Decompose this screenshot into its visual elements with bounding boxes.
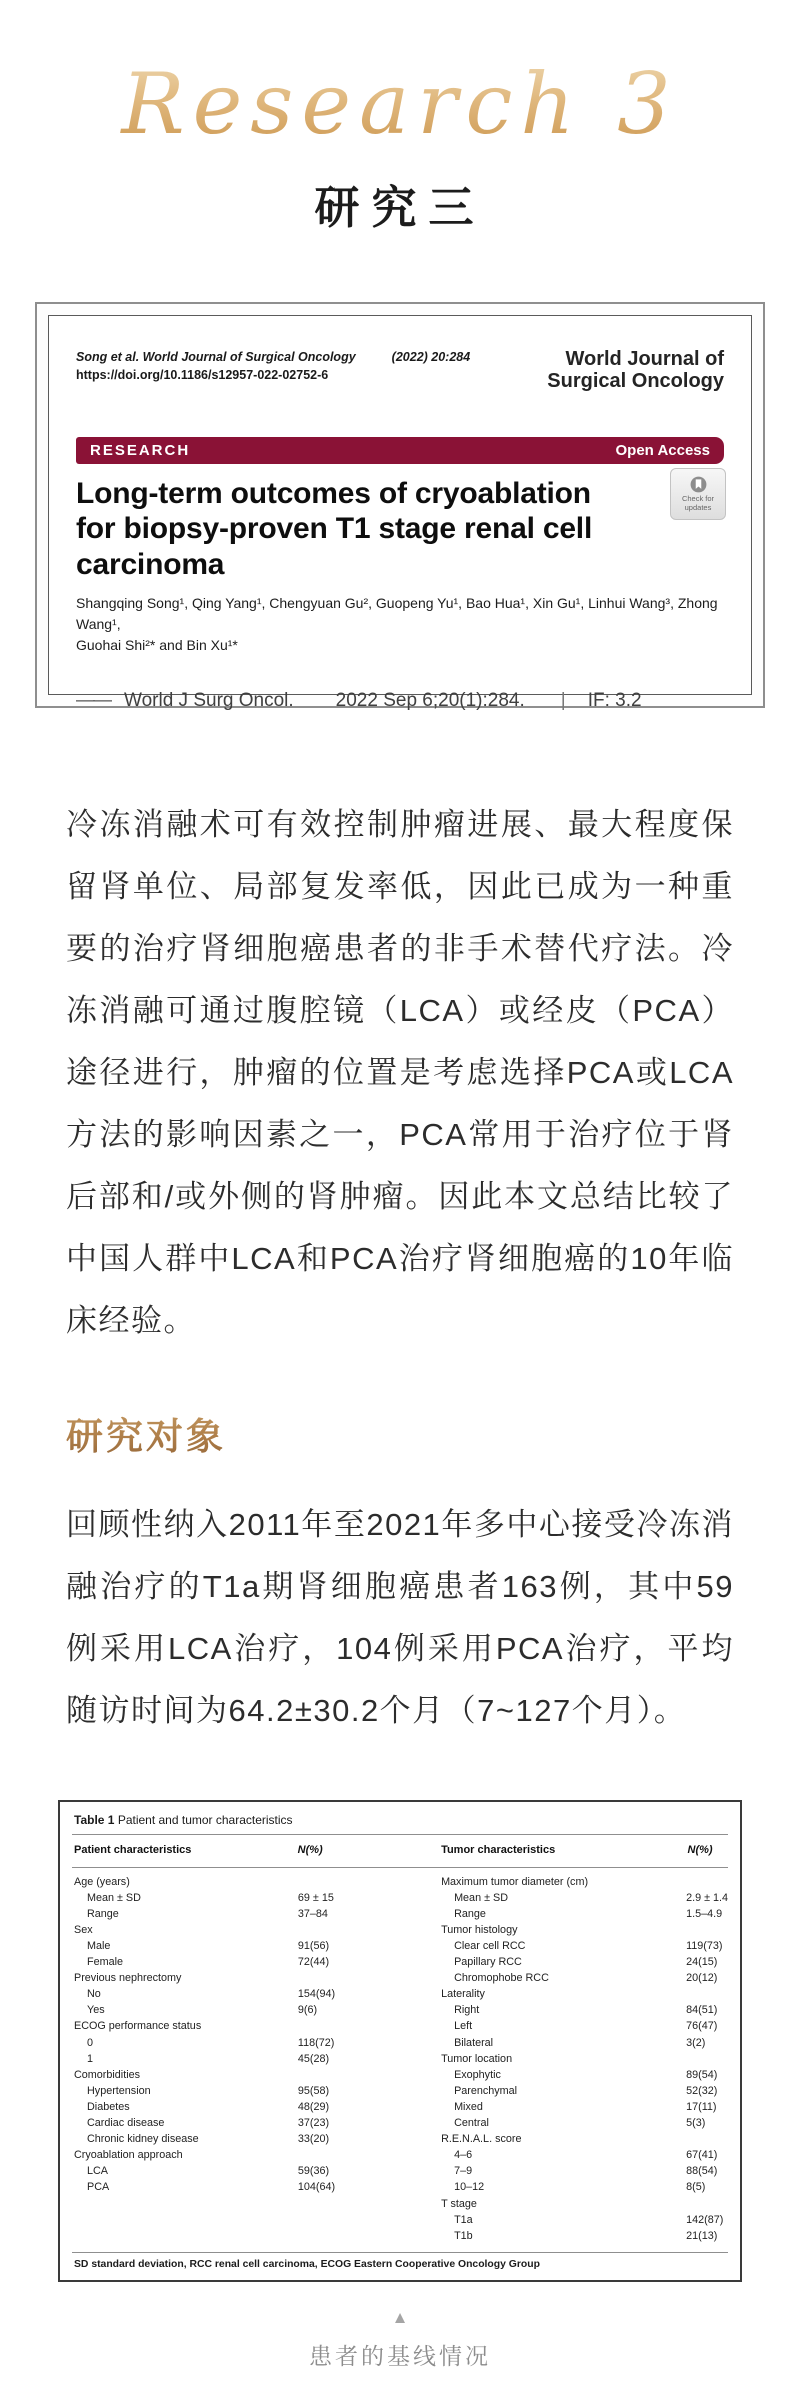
table-row-value: 84(51)	[686, 2004, 718, 2017]
table-row-label: Cryoablation approach	[74, 2149, 183, 2162]
table-footnote: SD standard deviation, RCC renal cell carcinoma, ECOG Eastern Cooperative Oncology Group	[72, 2252, 728, 2272]
table-row-label: Papillary RCC	[454, 1956, 522, 1969]
citation-dash: ——	[76, 689, 110, 711]
table-row	[74, 1970, 441, 1986]
study-paragraph: 回顾性纳入2011年至2021年多中心接受冷冻消融治疗的T1a期肾细胞癌患者163例，其中59例采用LCA治疗，104例采用PCA治疗，平均随访时间为64.2±30.2个月（7~127个月）。	[66, 1506, 734, 1728]
table-row-label: Chromophobe RCC	[454, 1972, 549, 1985]
paper-title-line2: for biopsy-proven T1 stage renal cell carcinoma	[76, 512, 593, 581]
table-row	[74, 1874, 441, 1890]
table-row-value: 52(32)	[686, 2084, 718, 2097]
paper-title	[76, 476, 724, 582]
table-row	[74, 2099, 441, 2115]
table-title-label: Table 1	[74, 1812, 115, 1827]
table-row-label: Left	[454, 2020, 473, 2033]
citation-line	[76, 690, 724, 712]
table-row-value: 104(64)	[297, 2181, 336, 2194]
table-row	[441, 1890, 729, 1906]
research-label: RESEARCH	[90, 441, 191, 459]
table-row	[74, 2131, 441, 2147]
table-row	[441, 2228, 726, 2244]
table-row-value: 67(41)	[686, 2149, 718, 2162]
citation-separator: |	[560, 689, 566, 711]
table-row-value: 5(3)	[686, 2117, 706, 2130]
table-row-label: Clear cell RCC	[454, 1940, 526, 1953]
table-row	[441, 1970, 726, 1986]
table-row	[74, 2067, 441, 2083]
table-title	[72, 1811, 728, 1835]
table-row	[441, 2179, 726, 2195]
table-row	[441, 1986, 726, 2002]
table-row	[441, 1874, 726, 1890]
table-row-label: Yes	[87, 2004, 105, 2017]
table-row	[441, 2083, 726, 2099]
table-column-header: Patient characteristics	[74, 1843, 192, 1856]
table-row-label: Bilateral	[454, 2036, 494, 2049]
check-for-updates-badge	[670, 468, 726, 520]
table-row-label: Diabetes	[87, 2100, 130, 2113]
table-row-label: Comorbidities	[74, 2068, 141, 2081]
intro-paragraph: 冷冻消融术可有效控制肿瘤进展、最大程度保留肾单位、局部复发率低，因此已成为一种重要的治疗肾细胞癌患者的非手术替代疗法。冷冻消融可通过腹腔镜（LCA）或经皮（PCA）途径进行，肿瘤的位置是考虑选择PCA或LCA方法的影响因素之一，PCA常用于治疗位于肾后部和/或外侧的肾肿瘤。因此本文总结比较了中国人群中LCA和PCA治疗肾细胞癌的10年临床经验。	[66, 806, 734, 1338]
running-head	[76, 348, 470, 367]
table-row-label: LCA	[87, 2165, 109, 2178]
paper-title-line1: Long-term outcomes of cryoablation	[76, 476, 591, 510]
table-row	[74, 1890, 441, 1906]
caption-arrow-icon: ▲	[391, 2307, 409, 2327]
table-row-label: Cardiac disease	[87, 2117, 165, 2130]
table-title-text: Patient and tumor characteristics	[117, 1812, 293, 1827]
table-row	[74, 1906, 441, 1922]
table-column-header: N(%)	[297, 1843, 323, 1856]
table-row	[74, 1986, 441, 2002]
table-row-value: 45(28)	[297, 2052, 330, 2065]
table-row-label: Maximum tumor diameter (cm)	[441, 1875, 589, 1888]
table-row-label: Right	[454, 2004, 480, 2017]
table-row-label: T1b	[454, 2229, 473, 2242]
table-row	[74, 1938, 441, 1954]
table-row-value: 8(5)	[686, 2181, 706, 2194]
table-row-value: 17(11)	[686, 2100, 717, 2113]
table-row-label: 10–12	[454, 2181, 485, 2194]
table-row-value: 24(15)	[686, 1956, 718, 1969]
research-open-access-banner	[76, 437, 724, 464]
table-row-value: 20(12)	[686, 1972, 718, 1985]
table-row-label: Parenchymal	[454, 2084, 518, 2097]
table-row-value: 2.9 ± 1.4	[686, 1891, 729, 1904]
paper-meta-row	[76, 348, 724, 393]
authors-line1: Shangqing Song¹, Qing Yang¹, Chengyuan Gu², Guopeng Yu¹, Bao Hua¹, Xin Gu¹, Linhui Wang³, Zhong Wang¹,	[76, 594, 718, 632]
table-row-value: 9(6)	[297, 2004, 318, 2017]
table-row-label: Mean ± SD	[87, 1891, 141, 1904]
table-row-label: No	[87, 1988, 101, 2001]
table-row-value: 119(73)	[686, 1940, 723, 1953]
table-header-row	[72, 1835, 728, 1868]
paper-title-area	[76, 476, 724, 582]
table-row-value: 88(54)	[686, 2165, 718, 2178]
table-left-column	[74, 1874, 441, 2196]
table-row-value: 76(47)	[686, 2020, 718, 2033]
table-row-value: 37–84	[297, 1907, 328, 1920]
citation-journal: World J Surg Oncol.	[124, 689, 294, 711]
table-row	[441, 2018, 726, 2034]
table-row-label: T stage	[441, 2197, 477, 2210]
table-row-label: Central	[454, 2117, 489, 2130]
bookmark-circle-icon	[689, 475, 708, 494]
table-row-value: 142(87)	[686, 2213, 724, 2226]
table-row-label: Mean ± SD	[454, 1891, 508, 1904]
table-row-label: PCA	[87, 2181, 110, 2194]
table-row	[74, 1922, 441, 1938]
patient-tumor-table	[58, 1800, 742, 2282]
table-row	[74, 2179, 441, 2195]
table-row	[441, 2147, 726, 2163]
table-row-value: 72(44)	[297, 1956, 330, 1969]
table-row-value: 89(54)	[686, 2068, 718, 2081]
table-row-value: 48(29)	[297, 2100, 330, 2113]
table-row-value: 59(36)	[297, 2165, 330, 2178]
table-row-value: 154(94)	[297, 1988, 336, 2001]
research-script-title: Research 3	[0, 56, 800, 153]
table-caption-cn: 患者的基线情况	[309, 2342, 491, 2369]
table-row-label: Female	[87, 1956, 124, 1969]
table-row-value: 95(58)	[297, 2084, 330, 2097]
doi-text: https://doi.org/10.1186/s12957-022-02752-6	[76, 368, 329, 383]
table-row	[441, 2067, 726, 2083]
table-row	[74, 1954, 441, 1970]
table-body	[72, 1868, 728, 2248]
table-row	[441, 2163, 726, 2179]
table-row-label: 7–9	[454, 2165, 473, 2178]
table-row-label: T1a	[454, 2213, 473, 2226]
table-row	[74, 2035, 441, 2051]
table-row	[441, 2195, 726, 2211]
section-heading-study-subjects: 研究对象	[66, 1406, 734, 1460]
table-row-value: 37(23)	[297, 2117, 330, 2130]
table-row-label: ECOG performance status	[74, 2020, 202, 2033]
running-head-issue: (2022) 20:284	[391, 349, 471, 364]
journal-name-line1: World Journal of	[565, 347, 724, 370]
table-row-label: R.E.N.A.L. score	[441, 2133, 522, 2146]
table-row	[441, 2099, 726, 2115]
table-column-header: N(%)	[687, 1843, 713, 1856]
table-row	[441, 1954, 726, 1970]
table-right-column	[441, 1874, 729, 2244]
running-head-journal: Song et al. World Journal of Surgical Oncology	[76, 349, 356, 364]
table-row	[441, 2051, 726, 2067]
table-row-label: 0	[87, 2036, 94, 2049]
table-row	[441, 2035, 726, 2051]
table-row-label: 4–6	[454, 2149, 473, 2162]
table-row	[441, 2115, 726, 2131]
table-row	[441, 2131, 726, 2147]
table-row-label: Mixed	[454, 2100, 483, 2113]
table-row-label: 1	[87, 2052, 94, 2065]
paper-authors	[76, 593, 724, 656]
citation-date: 2022 Sep 6;20(1):284.	[335, 689, 525, 711]
table-row-label: Exophytic	[454, 2068, 501, 2081]
table-row-label: Tumor location	[441, 2052, 513, 2065]
impact-factor: IF: 3.2	[587, 689, 642, 711]
table-row-label: Age (years)	[74, 1875, 130, 1888]
table-row-label: Tumor histology	[441, 1923, 518, 1936]
table-row	[74, 2018, 441, 2034]
journal-name	[547, 348, 724, 393]
table-column-header: Tumor characteristics	[441, 1843, 556, 1856]
authors-line2: Guohai Shi²* and Bin Xu¹*	[76, 636, 238, 653]
table-row-value: 21(13)	[686, 2229, 718, 2242]
paper-meta-left	[76, 348, 470, 386]
table-row	[74, 2083, 441, 2099]
table-row-label: Chronic kidney disease	[87, 2133, 199, 2146]
table-row	[74, 2002, 441, 2018]
table-row-label: Previous nephrectomy	[74, 1972, 182, 1985]
table-row	[441, 1938, 726, 1954]
table-row	[441, 1922, 726, 1938]
table-row-label: Laterality	[441, 1988, 485, 2001]
table-row-value: 69 ± 15	[297, 1891, 334, 1904]
open-access-label: Open Access	[615, 441, 710, 459]
table-row-label: Range	[87, 1907, 119, 1920]
table-row-label: Hypertension	[87, 2084, 151, 2097]
table-row	[74, 2147, 441, 2163]
table-row	[441, 2212, 726, 2228]
table-row-value: 118(72)	[297, 2036, 335, 2049]
table-row-label: Range	[454, 1907, 486, 1920]
table-row	[74, 2051, 441, 2067]
table-row-value: 91(56)	[297, 1940, 330, 1953]
table-row	[74, 2163, 441, 2179]
table-row	[441, 2002, 726, 2018]
table-row	[74, 2115, 441, 2131]
paper-inner-frame	[48, 315, 752, 711]
table-row-value: 1.5–4.9	[686, 1907, 723, 1920]
table-row-value: 33(20)	[297, 2133, 330, 2146]
table-row-label: Male	[87, 1940, 111, 1953]
page-title-cn: 研究三	[314, 180, 486, 234]
table-row-value: 3(2)	[686, 2036, 706, 2049]
table-row-label: Sex	[74, 1923, 93, 1936]
journal-name-line2: Surgical Oncology	[547, 370, 724, 393]
paper-screenshot-card[interactable]	[35, 302, 765, 711]
table-row	[441, 1906, 726, 1922]
check-badge-text: Check for updates	[681, 494, 715, 513]
